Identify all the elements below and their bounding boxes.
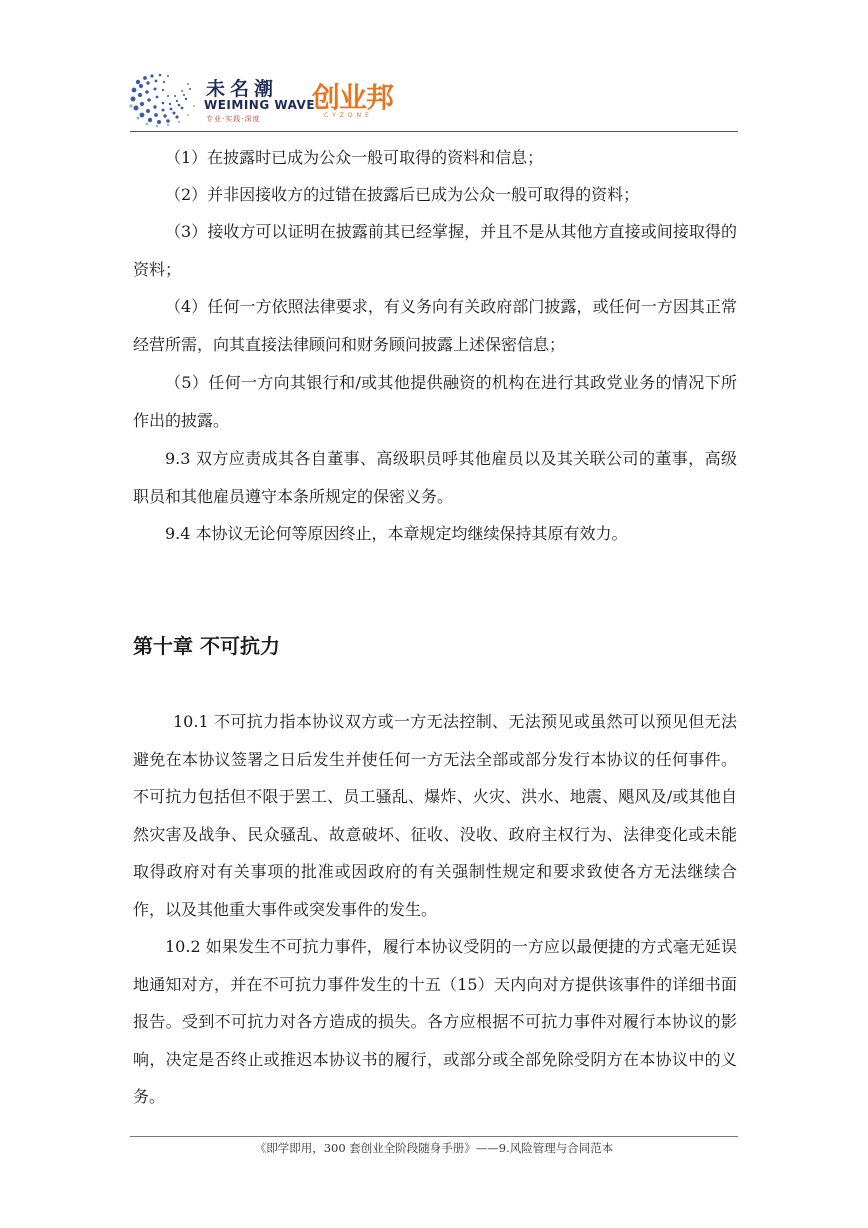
clause-9-4: 9.4 本协议无论何等原因终止，本章规定均继续保持其原有效力。 <box>165 524 628 543</box>
footer-divider <box>130 1136 738 1137</box>
page-header <box>128 62 738 132</box>
clause-item-4: （4）任何一方依照法律要求，有义务向有关政府部门披露，或任何一方因其正常经营所需，向其直接法律顾问和财务顾问披露上述保密信息； <box>133 297 737 354</box>
brand-name-en: WEIMING WAVE <box>204 98 316 112</box>
clause-item-3: （3）接收方可以证明在披露前其已经掌握，并且不是从其他方直接或间接取得的资料； <box>133 222 737 279</box>
header-divider <box>130 131 738 132</box>
clause-item-1: （1）在披露时已成为公众一般可取得的资料和信息； <box>165 148 544 167</box>
clause-item-5: （5）任何一方向其银行和/或其他提供融资的机构在进行其政党业务的情况下所作出的披露。 <box>133 373 737 430</box>
clause-9-3: 9.3 双方应责成其各自董事、高级职员呼其他雇员以及其关联公司的董事，高级职员和其他雇员遵守本条所规定的保密义务。 <box>133 449 737 506</box>
clause-10-1: 10.1 不可抗力指本协议双方或一方无法控制、无法预见或虽然可以预见但无法避免在本协议签署之日后发生并使任何一方无法全部或部分发行本协议的任何事件。不可抗力包括但不限于罢工、员工骚乱、爆炸、火灾、洪水、地震、飓风及/或其他自然灾害及战争、民众骚乱、故意破坏、征收、没收、政府主权行为、法律变化或未能取得政府对有关事项的批准或因政府的有关强制性规定和要求致使各方无法继续合作，以及其他重大事件或突发事件的发生。 <box>133 712 737 919</box>
cyzone-logo-en: CYZONE <box>324 112 373 119</box>
brand-tagline: 专业·实践·深度 <box>206 115 261 123</box>
clause-item-2: （2）并非因接收方的过错在披露后已成为公众一般可取得的资料； <box>165 185 640 204</box>
weiming-wave-logo-icon <box>128 62 204 128</box>
clause-10-2: 10.2 如果发生不可抗力事件，履行本协议受阴的一方应以最便捷的方式毫无延误地通知对方，并在不可抗力事件发生的十五（15）天内向对方提供该事件的详细书面报告。受到不可抗力对各方造成的损失。各方应根据不可抗力事件对履行本协议的影响，决定是否终止或推迟本协议书的履行，或部分或全部免除受阴方在本协议中的义务。 <box>133 937 737 1106</box>
chapter-title: 第十章 不可抗力 <box>133 634 280 658</box>
brand-name-cn: 未名潮 <box>206 78 279 100</box>
cyzone-logo-cn: 创业邦 <box>312 81 394 114</box>
page-footer: 《即学即用，300 套创业全阶段随身手册》——9.风险管理与合同范本 <box>254 1141 614 1155</box>
